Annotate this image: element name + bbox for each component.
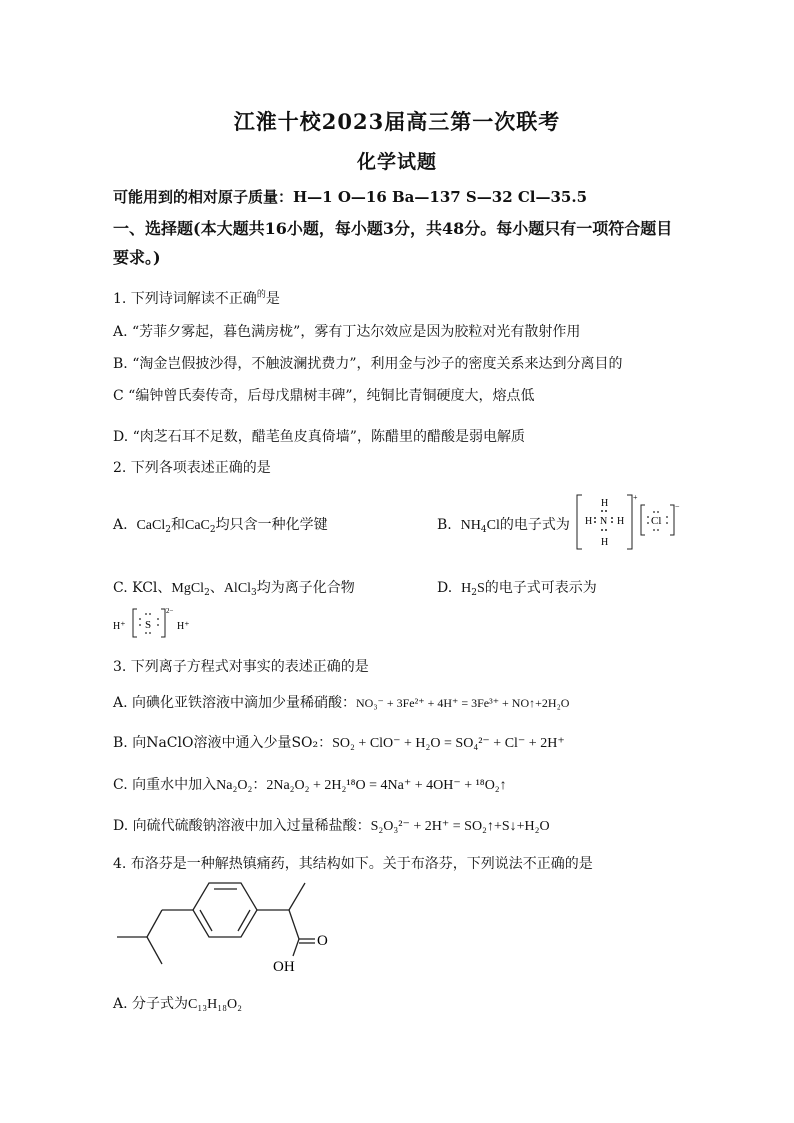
nh4cl-electron-formula [574,493,684,553]
cl-symbol: Cl [651,515,662,527]
q3-c-colon: ： [252,777,267,793]
q2-stem: 2. 下列各项表述正确的是 [113,460,271,476]
q2-a-formula2: CaC [184,518,210,533]
q2-a-and: 和 [170,517,185,533]
q2-d-formula-sub: 2 [471,588,477,598]
struct-oh: OH [273,959,295,975]
ibuprofen-structure [110,870,350,980]
q2-d-label: D. [437,580,453,596]
section-heading-line2: 要求。) [113,248,161,267]
q1-stem [113,287,280,308]
q2-option-c [113,577,355,598]
h2s-h-right: H⁺ [177,621,190,632]
q2-option-a [113,514,328,535]
q2-c-formula2-sub: 3 [251,588,257,598]
q2-a-formula1: CaCl [136,518,166,533]
section-heading-line1: 一、选择题(本大题共16小题，每小题3分，共48分。每小题只有一项符合题目 [113,219,673,238]
exam-title: 江淮十校2023届高三第一次联考 [233,109,561,134]
q3-b-text: B. 向NaClO溶液中通入少量SO₂： [113,735,333,751]
q3-a-equation: NO₃⁻ + 3Fe²⁺ + 4H⁺ = 3Fe³⁺ + NO↑+2H₂O [356,696,570,710]
q3-stem: 3. 下列离子方程式对事实的表述正确的是 [113,659,369,675]
h2s-s: S [145,619,152,631]
nh4-h-right: H [617,516,625,527]
q3-d-text: D. 向硫代硫酸钠溶液中加入过量稀盐酸： [113,818,371,834]
q2-b-formula-sub: 4 [480,525,487,535]
q2-b-text: 的电子式为 [499,517,570,533]
q3-b-equation: SO₂ + ClO⁻ + H₂O = SO₄²⁻ + Cl⁻ + 2H⁺ [332,736,565,751]
q2-c-text-a: C. KCl、 [113,580,172,596]
q2-a-label: A. [113,517,128,533]
struct-o: O [317,933,328,949]
exam-subtitle: 化学试题 [356,151,437,173]
q2-c-formula1-sub: 2 [204,588,210,598]
q2-option-d [437,577,597,598]
q3-d-equation: S₂O₃²⁻ + 2H⁺ = SO₂↑+S↓+H₂O [370,819,550,834]
h2s-electron-formula [113,603,203,643]
q1-stem-sup: 的 [256,290,266,300]
q2-a-formula1-sub: 2 [165,525,171,535]
q3-option-a [113,692,569,712]
h2s-charge: 2− [166,607,174,615]
q4-a-formula: C₁₃H₁₈O₂ [188,997,242,1012]
q3-a-text: A. 向碘化亚铁溶液中滴加少量稀硝酸： [113,695,357,711]
q3-c-na2o2: Na₂O₂ [216,778,253,793]
q3-option-d [113,815,550,835]
q2-b-label: B. [437,517,452,533]
q3-c-equation: 2Na₂O₂ + 2H₂¹⁸O = 4Na⁺ + 4OH⁻ + ¹⁸O₂↑ [266,778,507,793]
q3-option-b [113,732,565,752]
q3-c-text: C. 向重水中加入 [113,777,217,793]
q2-option-b [437,514,570,535]
q2-c-sep: 、 [209,580,224,596]
q2-b-formula-end: Cl [486,518,500,533]
q2-a-formula2-sub: 2 [209,525,216,535]
q2-c-formula1: MgCl [171,581,205,596]
q1-option-b: B. “淘金岂假披沙得，不触波澜扰费力”，利用金与沙子的密度关系来达到分离目的 [113,356,623,372]
q3-option-c [113,774,507,794]
q1-option-d: D. “肉芝石耳不足数，醋芼鱼皮真倚墙”，陈醋里的醋酸是弱电解质 [113,429,525,445]
q4-a-text: A. 分子式为 [113,996,189,1012]
q4-option-a [113,993,242,1013]
q2-d-formula-end: S [476,581,485,596]
q1-stem-tail: 是 [265,291,280,307]
nh4-charge: + [633,493,638,502]
nh4-h-bottom: H [601,537,609,548]
nh4-h-left: H [585,516,593,527]
q1-option-a: A. “芳菲夕雾起，暮色满房栊”，雾有丁达尔效应是因为胶粒对光有散射作用 [113,324,581,340]
q1-option-c: C “编钟曾氏奏传奇，后母戊鼎树丰碑”，纯铜比青铜硬度大，熔点低 [113,388,535,404]
q2-b-formula: NH [460,518,481,533]
cl-charge: − [675,502,680,511]
h2s-h-left: H⁺ [113,621,126,632]
q2-d-text: 的电子式可表示为 [484,580,597,596]
q4-stem: 4. 布洛芬是一种解热镇痛药，其结构如下。关于布洛芬，下列说法不正确的是 [113,856,593,872]
nh4-h-top: H [601,498,609,509]
nh4-n: N [600,516,608,527]
q2-c-formula2: AlCl [223,581,252,596]
q2-c-text-b: 均为离子化合物 [256,580,355,596]
q2-a-text: 均只含一种化学键 [215,517,328,533]
atomic-mass-line: 可能用到的相对原子质量：H—1 O—16 Ba—137 S—32 Cl—35.5 [113,188,588,206]
q2-d-formula: H [461,581,472,596]
q1-stem-text: 1. 下列诗词解读不正确 [113,291,257,307]
